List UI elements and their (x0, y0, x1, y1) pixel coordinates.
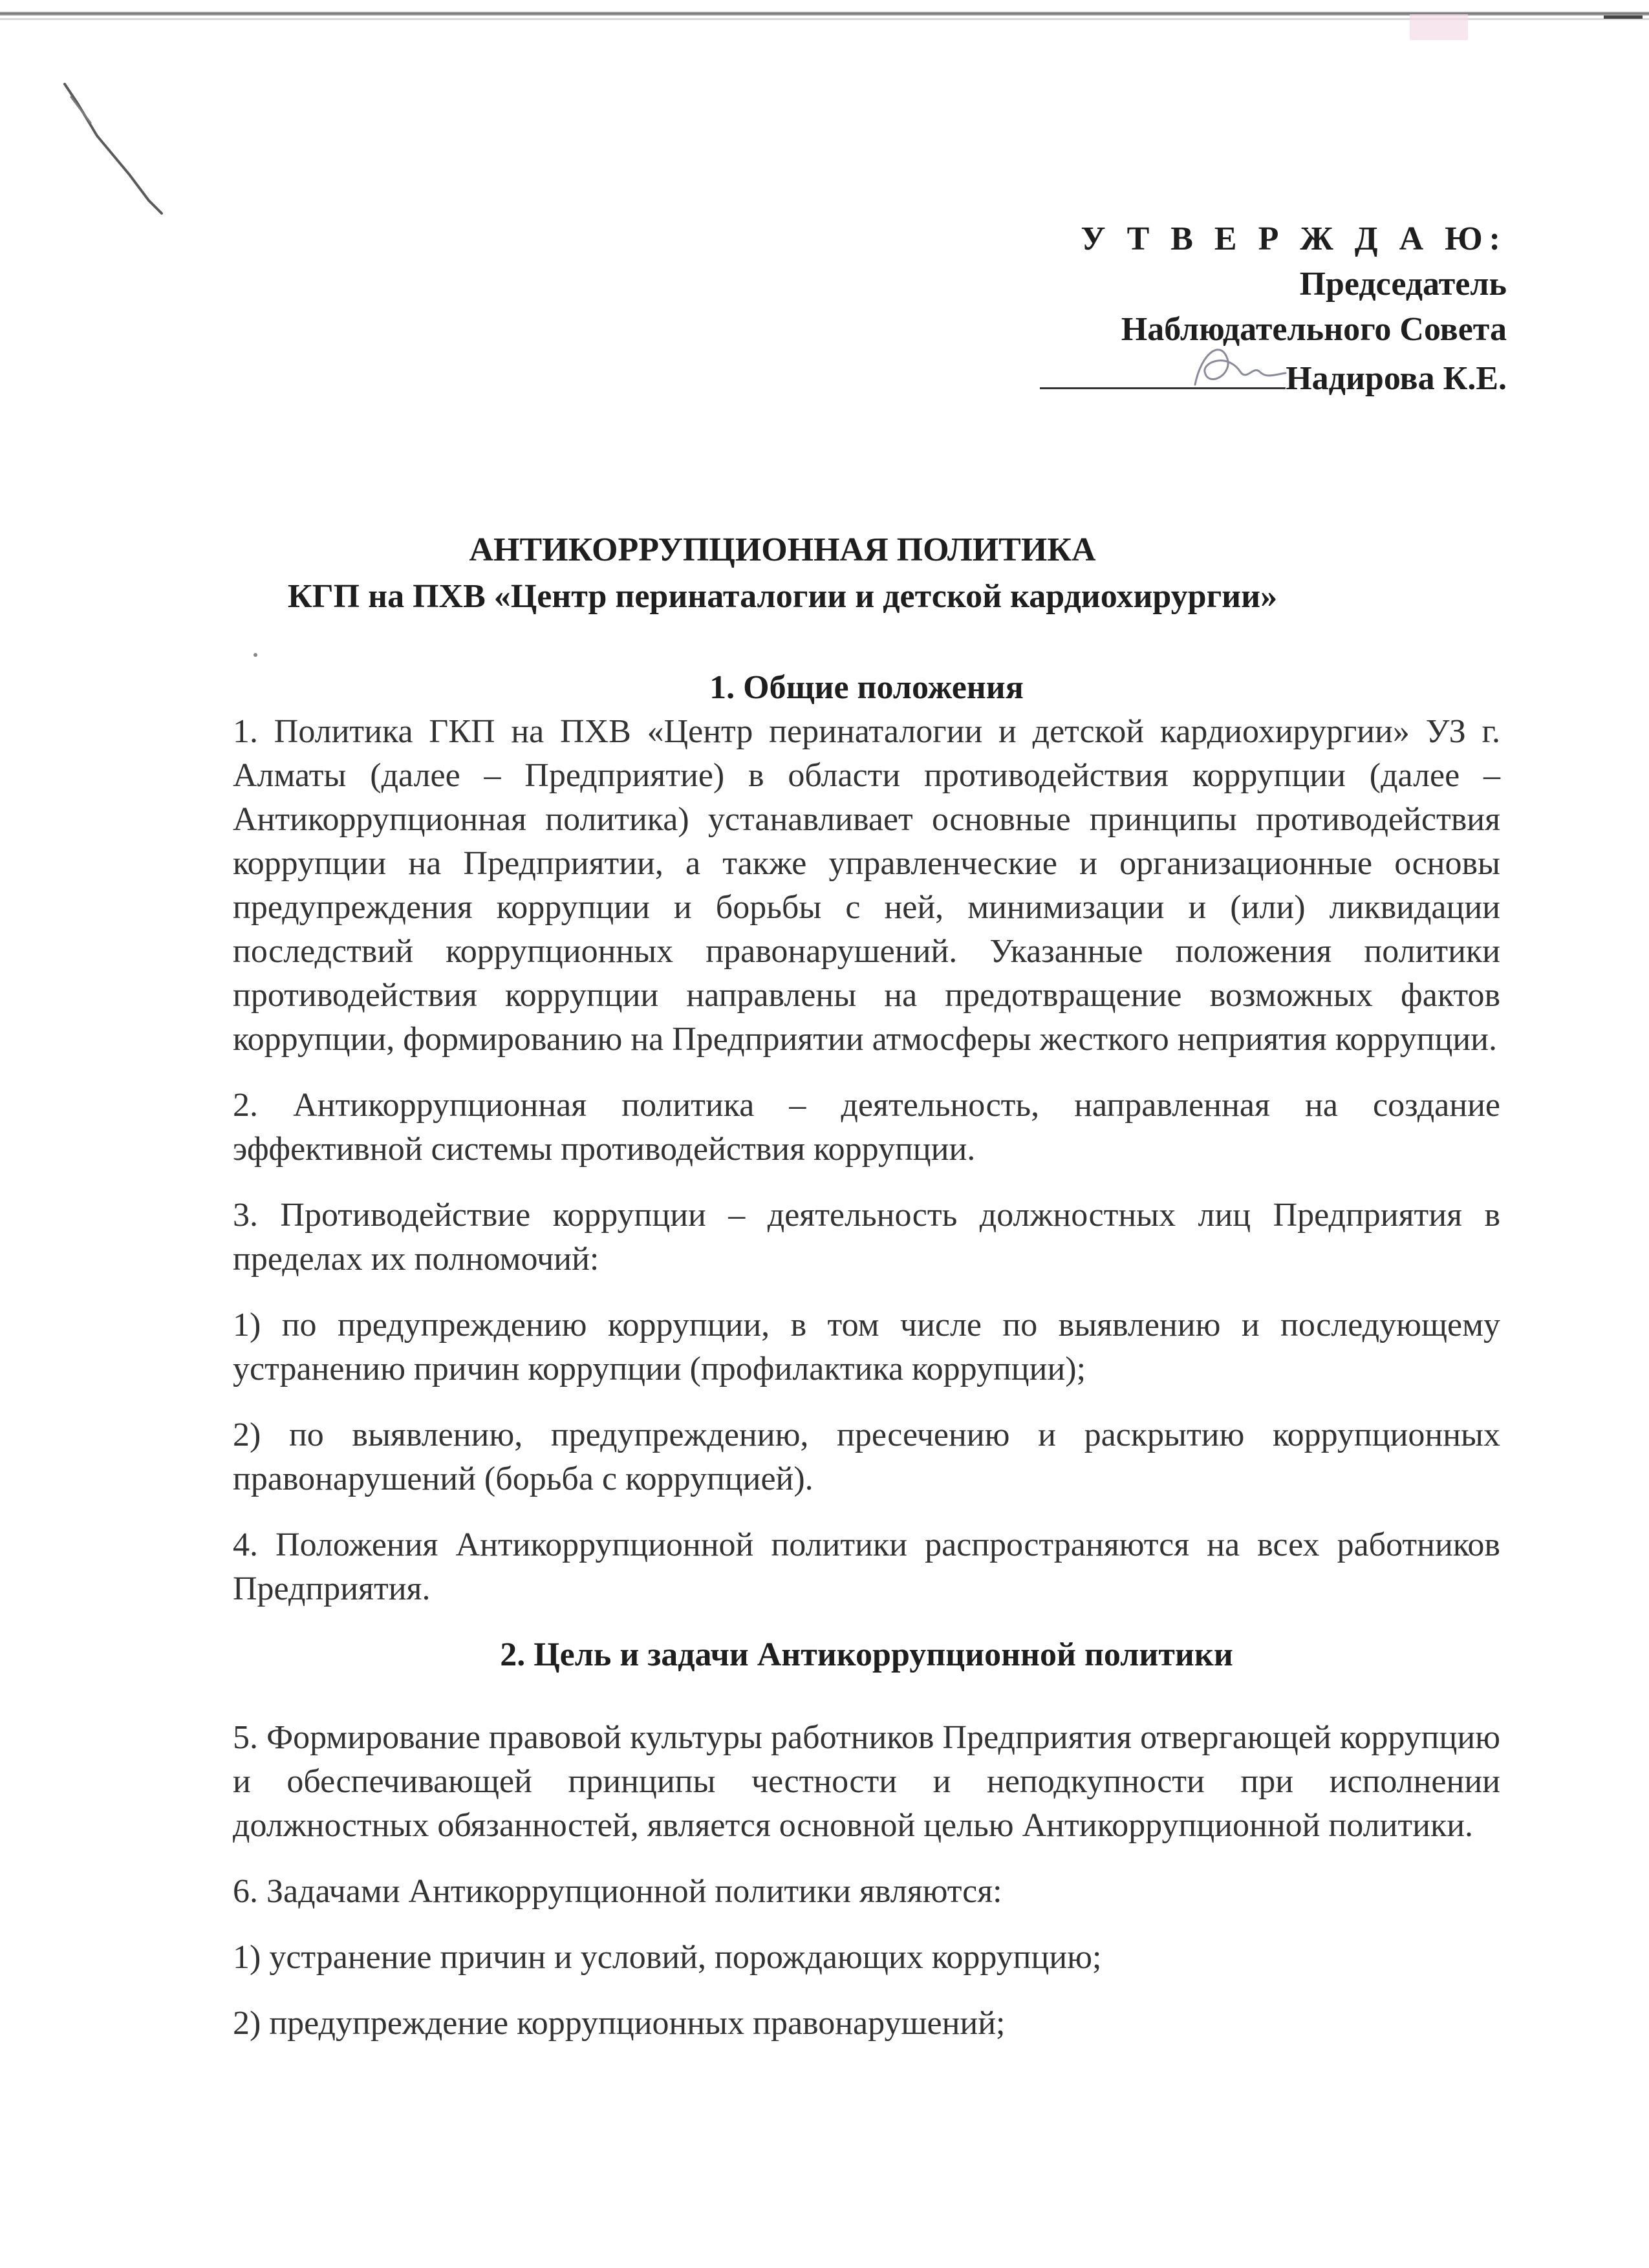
paragraph: 2) предупреждение коррупционных правонарушений; (233, 2005, 1006, 2042)
paragraph: 1) устранение причин и условий, порождающих коррупцию; (233, 1939, 1102, 1976)
scan-color-mark (1410, 14, 1468, 40)
paragraph: 1. Политика ГКП на ПХВ «Центр перинаталогии и детской кардиохирургии» УЗ г. Алматы (далее – Предприятие) в области противодействия коррупции (далее – Антикоррупционная политика) устанавливает основные принципы противодействия коррупции на Предприятии, а также управленческие и организационные основы предупреждения коррупции и борьбы с ней, минимизации и (или) ликвидации последствий коррупционных правонарушений. Указанные положения политики противодействия коррупции направлены на предотвращение возможных фактов коррупции, формированию на Предприятии атмосферы жесткого неприятия коррупции. (233, 713, 1500, 1058)
scan-edge-line (0, 12, 1649, 16)
paragraph: 1) по предупреждению коррупции, в том числе по выявлению и последующему устранению причин коррупции (профилактика коррупции); (233, 1307, 1500, 1387)
paragraph: 4. Положения Антикоррупционной политики распространяются на всех работников Предприятия. (233, 1526, 1500, 1607)
scan-corner-mark (1604, 16, 1643, 19)
scan-edge-line-secondary (0, 18, 1649, 20)
approval-stamp: У Т В Е Р Ж Д А Ю: (1081, 220, 1507, 257)
section-heading: 2. Цель и задачи Антикоррупционной политики (500, 1636, 1233, 1673)
document-title-line2: КГП на ПХВ «Центр перинаталогии и детской кардиохирургии» (287, 578, 1278, 615)
document-body (233, 666, 1500, 2068)
approval-position-line2: Наблюдательного Совета (1121, 311, 1507, 348)
approval-signature-row (1040, 352, 1507, 401)
paragraph: 2. Антикоррупционная политика – деятельность, направленная на создание эффективной системы противодействия коррупции. (233, 1087, 1500, 1168)
section-heading: 1. Общие положения (709, 669, 1024, 706)
paragraph: 2) по выявлению, предупреждению, пресечению и раскрытию коррупционных правонарушений (борьба с коррупцией). (233, 1417, 1500, 1497)
approval-position-line1: Председатель (1299, 266, 1507, 303)
paragraph: 5. Формирование правовой культуры работников Предприятия отвергающей коррупцию и обеспечивающей принципы честности и неподкупности при исполнении должностных обязанностей, является основной целью Антикоррупционной политики. (233, 1719, 1500, 1844)
paragraph: 3. Противодействие коррупции – деятельность должностных лиц Предприятия в пределах их полномочий: (233, 1197, 1500, 1278)
pen-stroke-mark (52, 78, 207, 220)
signatory-name: Надирова К.Е. (1286, 360, 1507, 397)
document-title (246, 527, 1319, 620)
handwritten-signature (1182, 326, 1292, 398)
approval-block (1040, 217, 1507, 401)
paragraph: 6. Задачами Антикоррупционной политики являются: (233, 1873, 1002, 1910)
signature-line (1040, 352, 1286, 389)
document-title-line1: АНТИКОРРУПЦИОННАЯ ПОЛИТИКА (469, 531, 1096, 568)
scan-speck (253, 653, 257, 657)
